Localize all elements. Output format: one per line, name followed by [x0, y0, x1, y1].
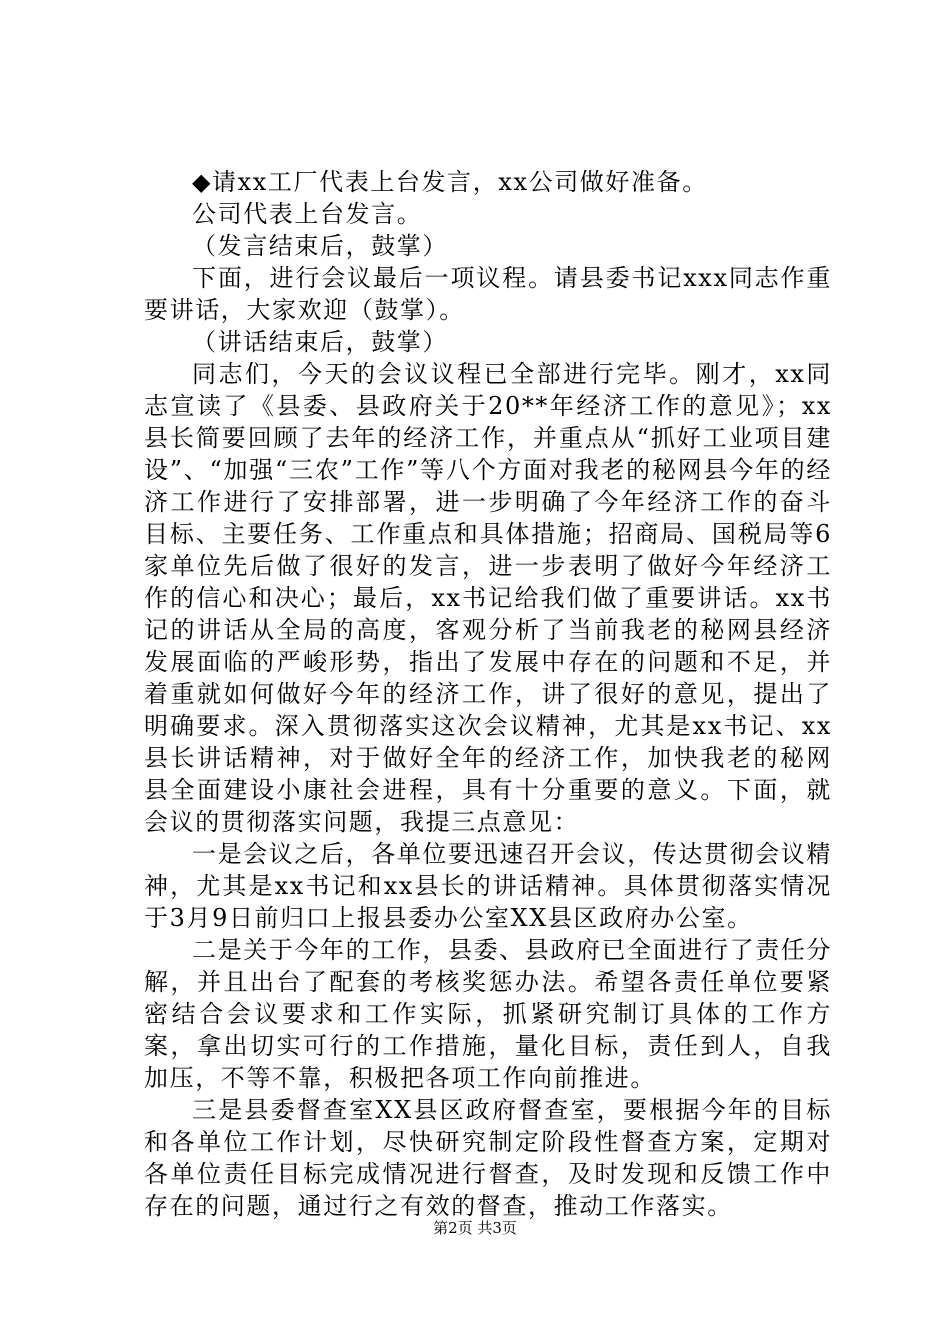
paragraph-point-two: 二是关于今年的工作，县委、县政府已全面进行了责任分解，并且出台了配套的考核奖惩办法。希望各责任单位要紧密结合会议要求和工作实际，抓紧研究制订具体的工作方案，拿出切实可行的工作措施，量化目标，责任到人，自我加压，不等不靠，积极把各项工作向前推进。: [144, 936, 832, 1092]
paragraph-summary: 同志们，今天的会议议程已全部进行完毕。刚才，xx同志宣读了《县委、县政府关于20**年经济工作的意见》；xx县长简要回顾了去年的经济工作，并重点从“抓好工业项目建设”、“加强“三农”工作”等八个方面对我老的秘网县今年的经济工作进行了安排部署，进一步明确了今年经济工作的奋斗目标、主要任务、工作重点和具体措施；招商局、国税局等6家单位先后做了很好的发言，进一步表明了做好今年经济工作的信心和决心；最后，xx书记给我们做了重要讲话。xx书记的讲话从全局的高度，客观分析了当前我老的秘网县经济发展面临的严峻形势，指出了发展中存在的问题和不足，并着重就如何做好今年的经济工作，讲了很好的意见，提出了明确要求。深入贯彻落实这次会议精神，尤其是xx书记、xx县长讲话精神，对于做好全年的经济工作，加快我老的秘网县全面建设小康社会进程，具有十分重要的意义。下面，就会议的贯彻落实问题，我提三点意见：: [144, 360, 832, 836]
paragraph-applause-2: （讲话结束后，鼓掌）: [192, 328, 448, 356]
page-number-footer: 第2页 共3页: [433, 1219, 517, 1237]
paragraph-point-three: 三是县委督查室XX县区政府督查室，要根据今年的目标和各单位工作计划，尽快研究制定阶段性督查方案，定期对各单位责任目标完成情况进行督查，及时发现和反馈工作中存在的问题，通过行之有效的督查，推动工作落实。: [144, 1096, 832, 1220]
paragraph-speaker-invite: ◆请xx工厂代表上台发言，xx公司做好准备。: [192, 168, 708, 196]
document-body: [144, 166, 832, 1222]
paragraph-company-speech: 公司代表上台发言。: [192, 200, 423, 228]
paragraph-point-one: 一是会议之后，各单位要迅速召开会议，传达贯彻会议精神，尤其是xx书记和xx县长的讲话精神。具体贯彻落实情况于3月9日前归口上报县委办公室XX县区政府办公室。: [144, 840, 832, 932]
paragraph-final-agenda: 下面，进行会议最后一项议程。请县委书记xxx同志作重要讲话，大家欢迎（鼓掌）。: [144, 264, 832, 324]
paragraph-applause-1: （发言结束后，鼓掌）: [192, 232, 448, 260]
